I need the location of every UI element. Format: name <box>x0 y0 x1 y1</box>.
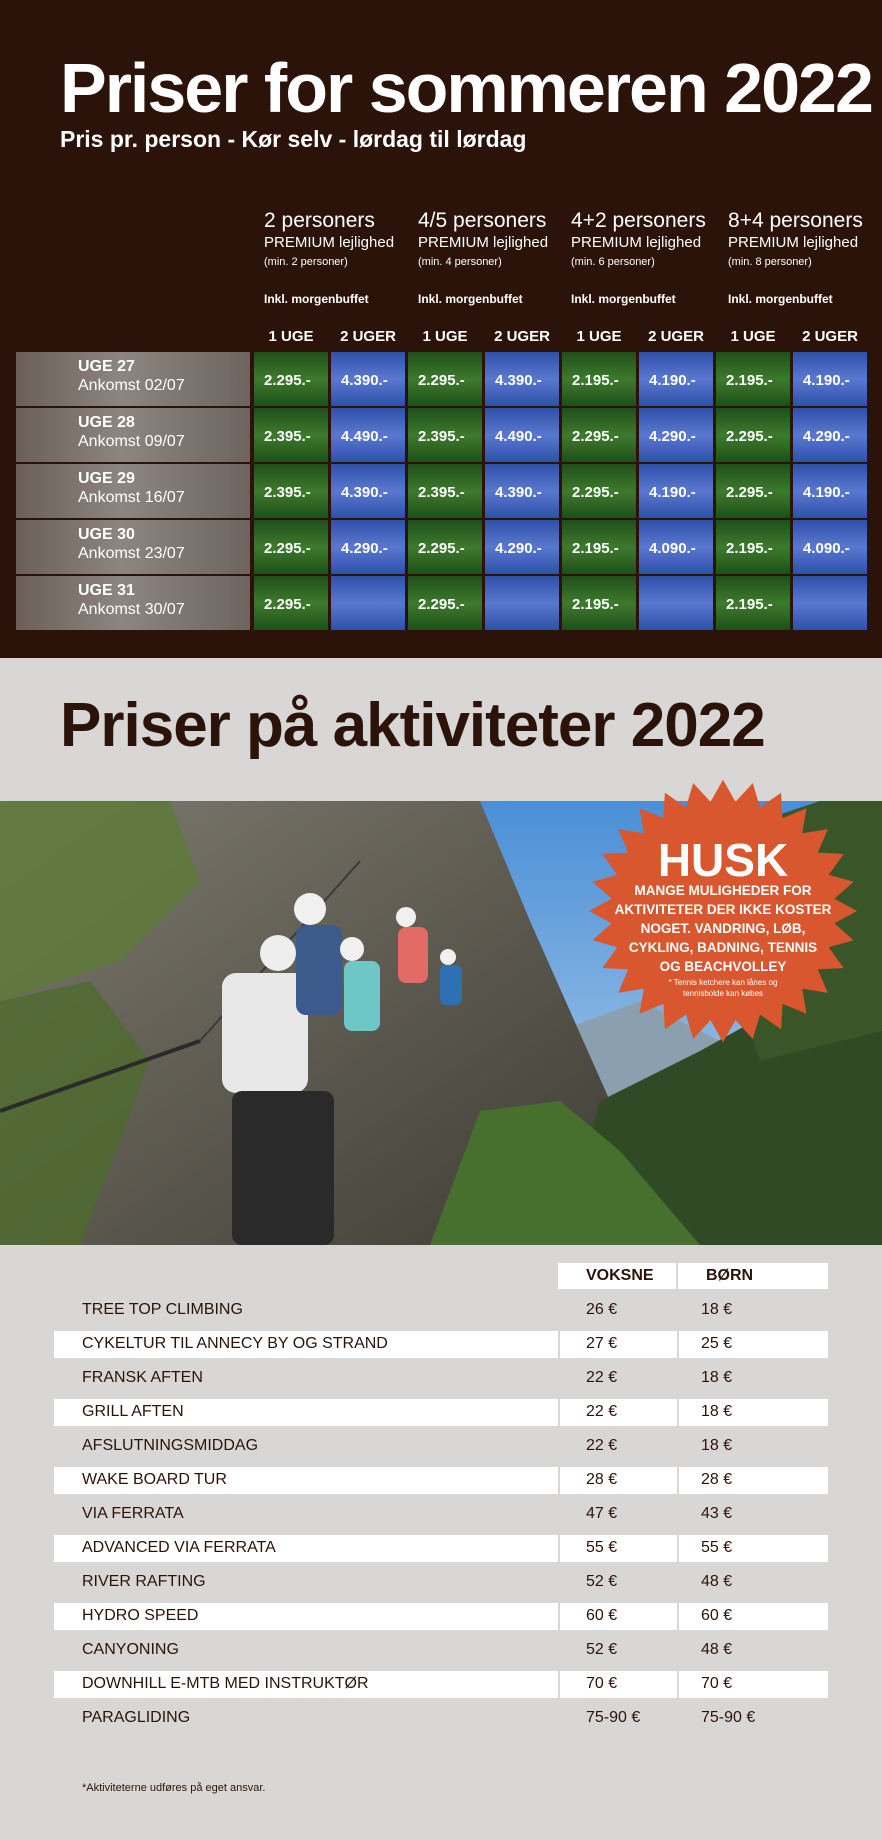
activity-name: DOWNHILL E-MTB MED INSTRUKTØR <box>82 1675 369 1692</box>
activity-price-adult: 22 € <box>586 1403 618 1420</box>
price-cell: 2.195.- <box>716 576 790 630</box>
column-divider <box>677 1671 679 1698</box>
activity-name: CYKELTUR TIL ANNECY BY OG STRAND <box>82 1335 388 1352</box>
activity-price-adult: 27 € <box>586 1335 618 1352</box>
week-label: 2 UGER <box>340 328 396 345</box>
price-cell: 4.090.- <box>639 520 713 574</box>
column-divider <box>558 1671 560 1698</box>
price-cell: 2.295.- <box>716 464 790 518</box>
column-min: (min. 6 personer) <box>571 256 655 268</box>
activity-row <box>54 1705 828 1732</box>
week-label: 2 UGER <box>648 328 704 345</box>
price-cell: 2.295.- <box>408 520 482 574</box>
price-cell: 2.395.- <box>408 464 482 518</box>
activity-row <box>54 1501 828 1528</box>
activity-price-child: 60 € <box>701 1607 733 1624</box>
activity-price-child: 43 € <box>701 1505 733 1522</box>
activity-price-child: 48 € <box>701 1573 733 1590</box>
husk-line: AKTIVITETER DER IKKE KOSTER <box>614 902 832 917</box>
price-cell <box>639 576 713 630</box>
row-label-week-30 <box>16 520 250 574</box>
activity-name: GRILL AFTEN <box>82 1403 184 1420</box>
arrival-date: Ankomst 09/07 <box>78 433 185 450</box>
week-label: 2 UGER <box>494 328 550 345</box>
week-label: 1 UGE <box>422 328 468 345</box>
activity-price-adult: 60 € <box>586 1607 618 1624</box>
column-divider <box>558 1535 560 1562</box>
column-header-8-4-persons <box>728 208 882 306</box>
week-label: 1 UGE <box>268 328 314 345</box>
activity-name: WAKE BOARD TUR <box>82 1471 227 1488</box>
row-label-week-28 <box>16 408 250 462</box>
column-divider <box>558 1399 560 1426</box>
activities-footnote: *Aktiviteterne udføres på eget ansvar. <box>82 1782 266 1794</box>
price-cell <box>485 576 559 630</box>
price-cell: 2.295.- <box>562 464 636 518</box>
price-cell: 4.390.- <box>331 464 405 518</box>
column-min: (min. 8 personer) <box>728 256 812 268</box>
column-apartment: PREMIUM lejlighed <box>728 234 859 251</box>
price-cell: 2.395.- <box>408 408 482 462</box>
column-breakfast: Inkl. morgenbuffet <box>418 292 523 306</box>
activity-price-adult: 55 € <box>586 1539 618 1556</box>
activity-name: RIVER RAFTING <box>82 1573 206 1590</box>
activity-name: AFSLUTNINGSMIDDAG <box>82 1437 259 1454</box>
activity-row <box>54 1297 828 1324</box>
column-breakfast: Inkl. morgenbuffet <box>728 292 833 306</box>
activity-price-adult: 75-90 € <box>586 1709 641 1726</box>
week-label: 2 UGER <box>802 328 858 345</box>
activity-price-child: 70 € <box>701 1675 733 1692</box>
price-cell: 4.090.- <box>793 520 867 574</box>
activity-price-child: 75-90 € <box>701 1709 756 1726</box>
row-label-week-29 <box>16 464 250 518</box>
column-divider <box>558 1331 560 1358</box>
summer-prices-subtitle: Pris pr. person - Kør selv - lørdag til lørdag <box>60 126 527 152</box>
column-header-4-2-persons <box>571 208 731 306</box>
arrival-date: Ankomst 02/07 <box>78 377 185 394</box>
activity-price-adult: 22 € <box>586 1369 618 1386</box>
activity-price-child: 25 € <box>701 1335 733 1352</box>
activity-name: CANYONING <box>82 1641 179 1658</box>
activity-row <box>54 1637 828 1664</box>
summer-prices-title: Priser for sommeren 2022 <box>60 49 872 127</box>
column-size: 4/5 personers <box>418 209 547 232</box>
activity-name: FRANSK AFTEN <box>82 1369 203 1386</box>
arrival-date: Ankomst 23/07 <box>78 545 185 562</box>
column-divider <box>558 1467 560 1494</box>
column-divider <box>677 1399 679 1426</box>
price-cell: 4.390.- <box>331 352 405 406</box>
price-cell: 2.395.- <box>254 408 328 462</box>
column-breakfast: Inkl. morgenbuffet <box>571 292 676 306</box>
price-cell: 4.390.- <box>485 352 559 406</box>
column-breakfast: Inkl. morgenbuffet <box>264 292 369 306</box>
price-cell: 4.490.- <box>331 408 405 462</box>
column-min: (min. 4 personer) <box>418 256 502 268</box>
husk-line: CYKLING, BADNING, TENNIS <box>628 940 818 955</box>
activity-name: VIA FERRATA <box>82 1505 184 1522</box>
price-cell: 2.295.- <box>254 520 328 574</box>
week-number: UGE 27 <box>78 358 135 375</box>
price-cell: 2.195.- <box>562 352 636 406</box>
column-header-4-5-persons <box>418 208 578 306</box>
column-divider <box>677 1603 679 1630</box>
price-cell: 4.190.- <box>639 464 713 518</box>
row-label-week-27 <box>16 352 250 406</box>
price-cell: 2.295.- <box>562 408 636 462</box>
activity-name: ADVANCED VIA FERRATA <box>82 1539 276 1556</box>
husk-line: NOGET. VANDRING, LØB, <box>640 921 806 936</box>
activity-price-adult: 47 € <box>586 1505 618 1522</box>
summer-prices-section <box>0 0 882 658</box>
activity-row <box>54 1535 828 1562</box>
week-label: 1 UGE <box>730 328 776 345</box>
activity-row <box>54 1433 828 1460</box>
column-size: 4+2 personers <box>571 209 706 232</box>
price-cell: 2.395.- <box>254 464 328 518</box>
price-cell: 4.290.- <box>485 520 559 574</box>
husk-text <box>612 881 834 976</box>
activity-row <box>54 1331 828 1358</box>
activity-price-child: 55 € <box>701 1539 733 1556</box>
activity-price-child: 18 € <box>701 1369 733 1386</box>
husk-note <box>642 977 804 999</box>
price-cell: 4.190.- <box>639 352 713 406</box>
price-cell <box>331 576 405 630</box>
price-cell: 2.295.- <box>716 408 790 462</box>
price-cell: 4.490.- <box>485 408 559 462</box>
activity-price-adult: 28 € <box>586 1471 618 1488</box>
price-cell: 2.295.- <box>254 576 328 630</box>
week-number: UGE 28 <box>78 414 135 431</box>
column-divider <box>677 1331 679 1358</box>
activity-price-child: 18 € <box>701 1301 733 1318</box>
activity-row <box>54 1399 828 1426</box>
activity-row <box>54 1671 828 1698</box>
header-children: BØRN <box>678 1263 828 1289</box>
row-label-week-31 <box>16 576 250 630</box>
activity-row <box>54 1603 828 1630</box>
price-cell: 2.295.- <box>408 576 482 630</box>
price-cell: 2.195.- <box>716 520 790 574</box>
column-divider <box>558 1603 560 1630</box>
husk-badge <box>582 775 864 1047</box>
activity-price-adult: 22 € <box>586 1437 618 1454</box>
activity-price-adult: 70 € <box>586 1675 618 1692</box>
husk-line: OG BEACHVOLLEY <box>659 959 787 974</box>
husk-note-line: * Tennis ketchere kan lånes og <box>668 978 778 987</box>
price-cell: 4.390.- <box>485 464 559 518</box>
column-header-2-persons <box>264 208 424 306</box>
price-cell: 4.190.- <box>793 464 867 518</box>
column-apartment: PREMIUM lejlighed <box>418 234 549 251</box>
activity-name: HYDRO SPEED <box>82 1607 199 1624</box>
price-cell: 4.290.- <box>793 408 867 462</box>
price-cell: 4.290.- <box>639 408 713 462</box>
week-number: UGE 30 <box>78 526 135 543</box>
header-adults: VOKSNE <box>558 1263 676 1289</box>
price-cell: 4.190.- <box>793 352 867 406</box>
price-cell: 2.195.- <box>562 576 636 630</box>
husk-headline: HUSK <box>657 834 789 886</box>
husk-line: MANGE MULIGHEDER FOR <box>634 883 812 898</box>
activity-price-child: 18 € <box>701 1403 733 1420</box>
column-divider <box>677 1467 679 1494</box>
husk-note-line: tennisbolde kan købes <box>682 989 764 998</box>
week-number: UGE 31 <box>78 582 135 599</box>
activity-name: TREE TOP CLIMBING <box>82 1301 243 1318</box>
column-apartment: PREMIUM lejlighed <box>571 234 702 251</box>
activity-row <box>54 1467 828 1494</box>
column-size: 8+4 personers <box>728 209 863 232</box>
price-cell: 2.195.- <box>716 352 790 406</box>
activity-price-child: 48 € <box>701 1641 733 1658</box>
price-cell: 2.295.- <box>408 352 482 406</box>
activity-row <box>54 1365 828 1392</box>
activity-price-adult: 52 € <box>586 1573 618 1590</box>
week-number: UGE 29 <box>78 470 135 487</box>
price-cell: 2.195.- <box>562 520 636 574</box>
column-size: 2 personers <box>264 209 375 232</box>
activity-price-child: 18 € <box>701 1437 733 1454</box>
activity-price-adult: 26 € <box>586 1301 618 1318</box>
arrival-date: Ankomst 16/07 <box>78 489 185 506</box>
column-min: (min. 2 personer) <box>264 256 348 268</box>
week-label: 1 UGE <box>576 328 622 345</box>
column-divider <box>677 1535 679 1562</box>
column-apartment: PREMIUM lejlighed <box>264 234 395 251</box>
activity-price-child: 28 € <box>701 1471 733 1488</box>
activity-price-adult: 52 € <box>586 1641 618 1658</box>
price-cell: 4.290.- <box>331 520 405 574</box>
price-cell: 2.295.- <box>254 352 328 406</box>
activities-title: Priser på aktiviteter 2022 <box>60 691 765 760</box>
price-cell <box>793 576 867 630</box>
activity-row <box>54 1569 828 1596</box>
arrival-date: Ankomst 30/07 <box>78 601 185 618</box>
activity-name: PARAGLIDING <box>82 1709 191 1726</box>
